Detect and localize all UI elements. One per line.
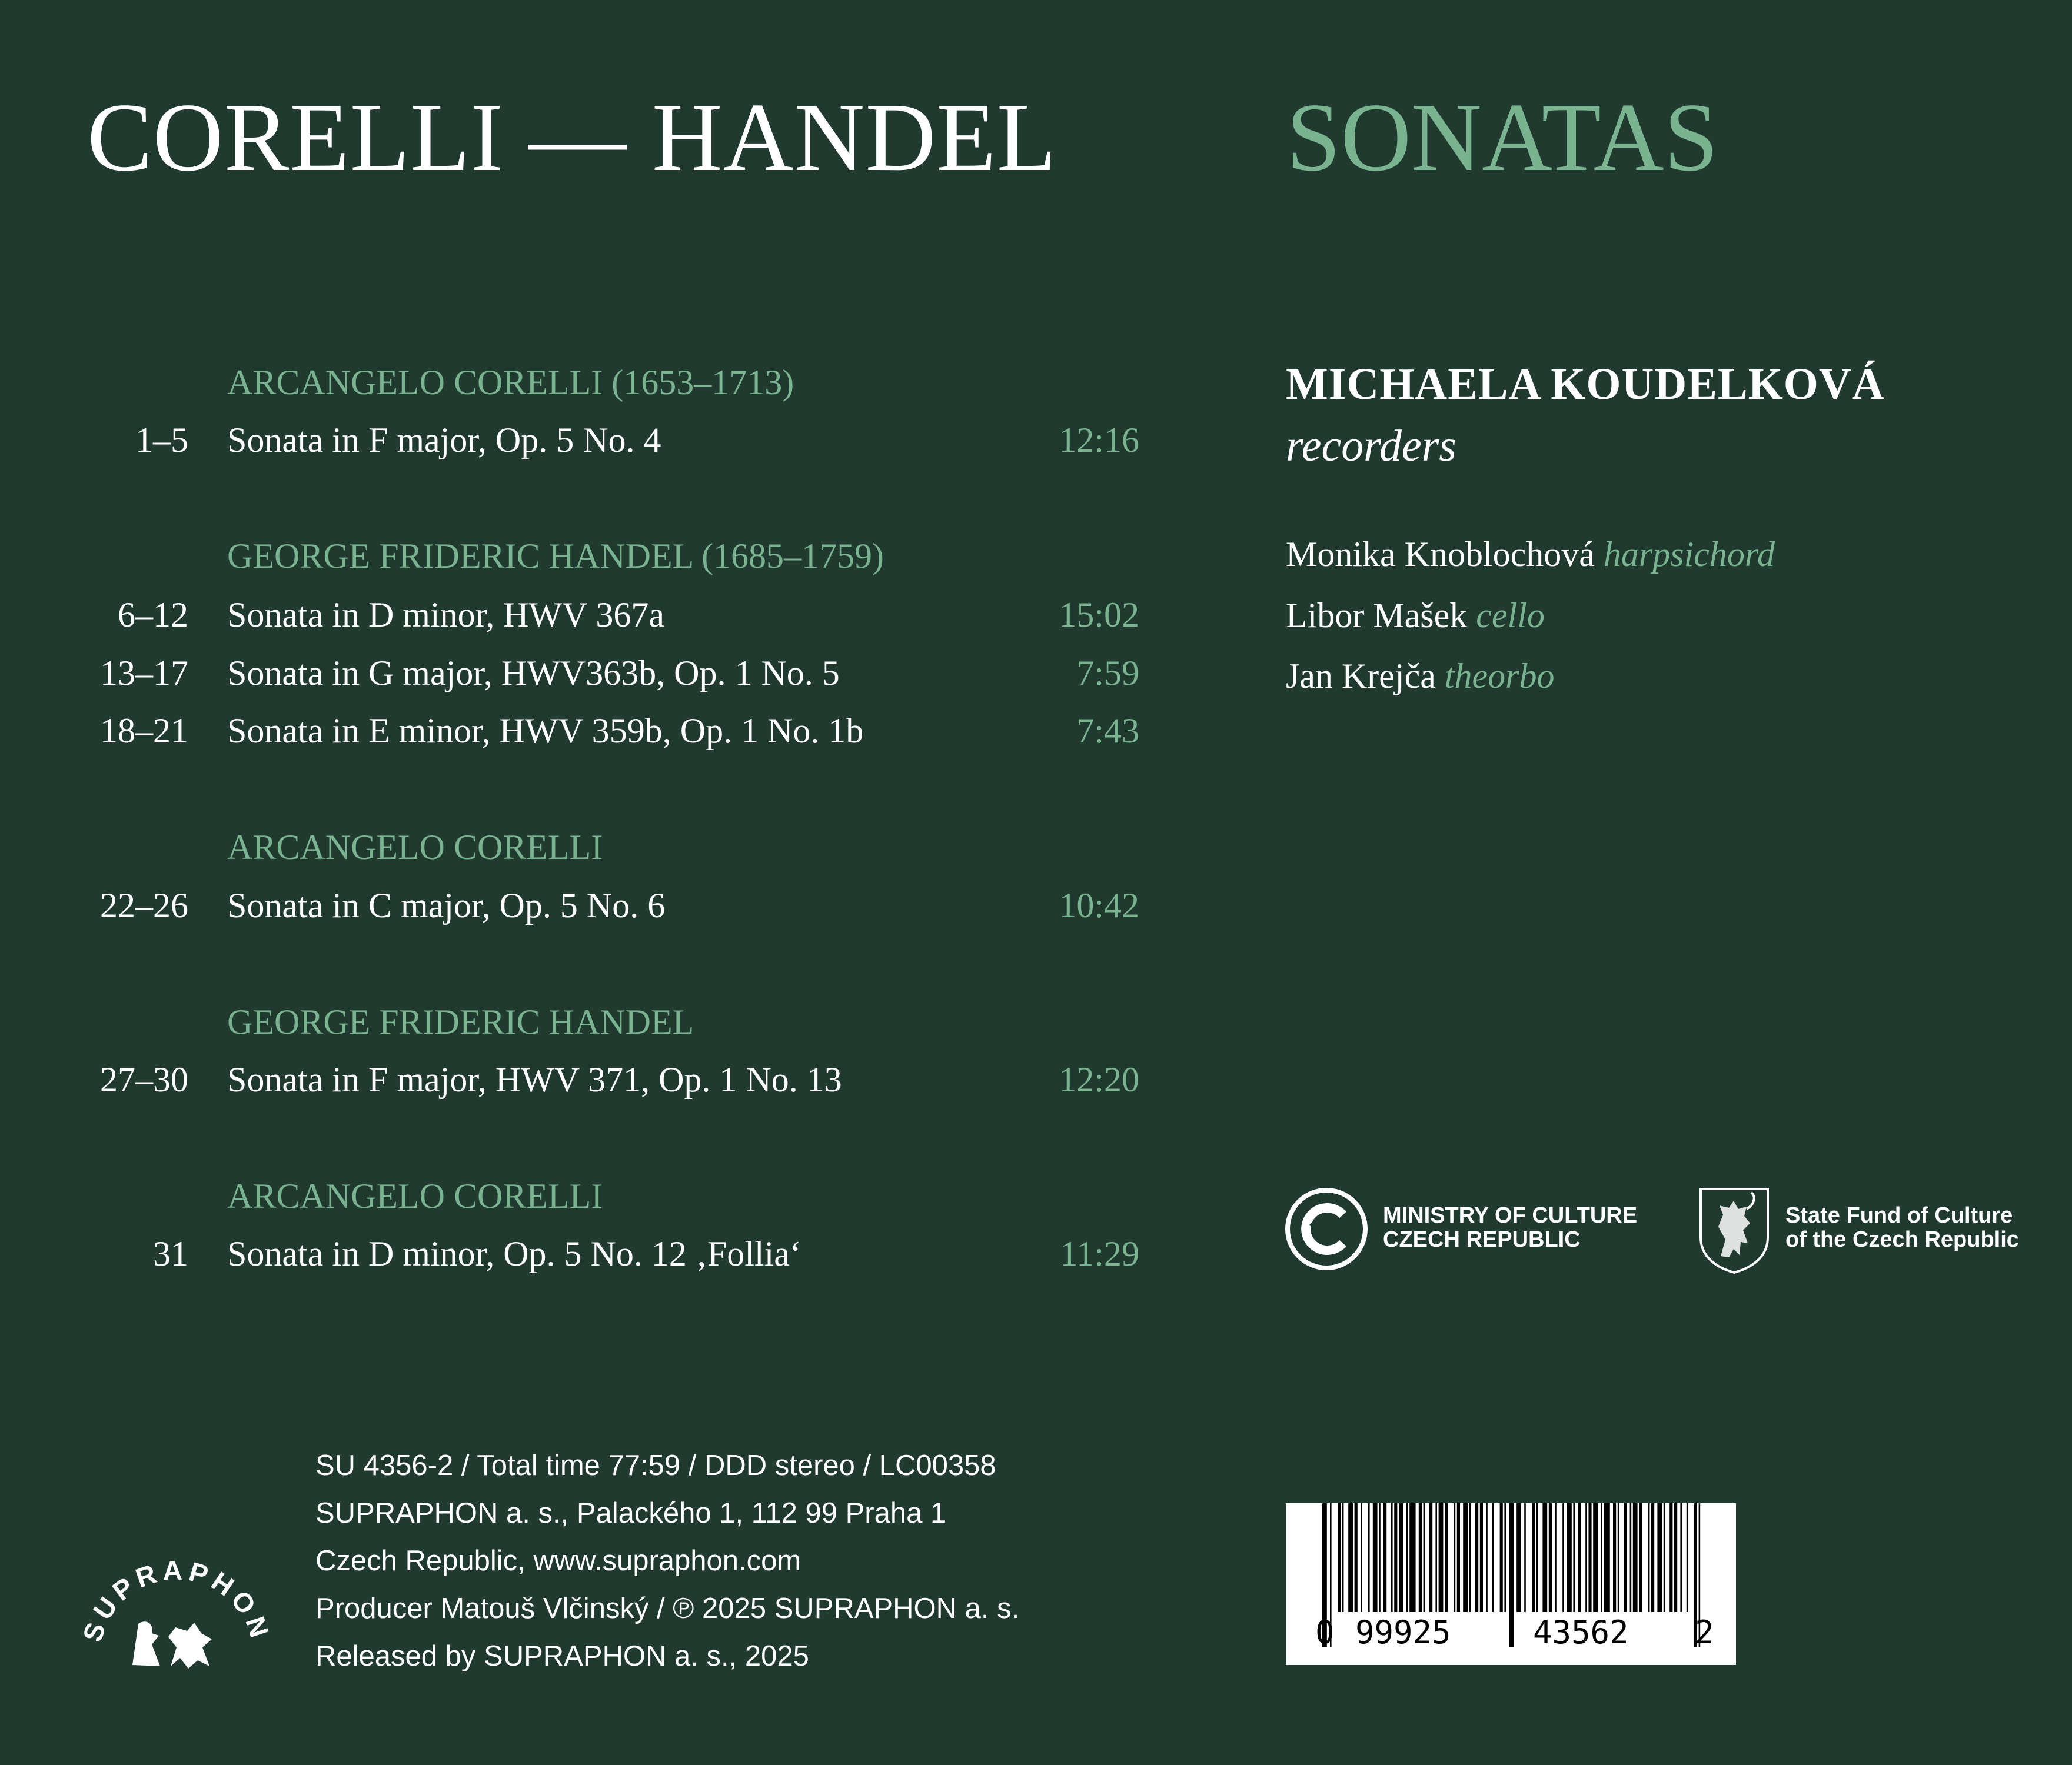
track-title: Sonata in D minor, HWV 367a (227, 595, 665, 634)
barcode-bar (1406, 1503, 1408, 1612)
track-duration: 12:20 (1059, 1060, 1139, 1099)
barcode-bar (1383, 1503, 1386, 1612)
barcode-bar (1536, 1503, 1538, 1612)
barcode-bar (1475, 1503, 1478, 1612)
barcode-bar (1338, 1503, 1341, 1612)
barcode-bar (1680, 1503, 1682, 1612)
barcode-bar (1633, 1503, 1638, 1612)
track-duration: 15:02 (1059, 595, 1139, 634)
barcode: 0 99925 43562 2 (1286, 1503, 1736, 1665)
barcode-bar (1549, 1503, 1552, 1612)
barcode-bar (1435, 1503, 1437, 1612)
barcode-bar (1578, 1503, 1581, 1612)
album-subtitle: SONATAS (1286, 83, 1718, 191)
barcode-bar (1601, 1503, 1602, 1612)
state-fund-crest-icon (1697, 1185, 1771, 1275)
barcode-bar (1532, 1503, 1535, 1612)
track-duration: 12:16 (1059, 421, 1139, 459)
track-duration: 10:42 (1059, 886, 1139, 925)
barcode-bar (1454, 1503, 1456, 1612)
barcode-bar (1463, 1503, 1468, 1612)
barcode-bar (1639, 1503, 1642, 1612)
track-number: 13–17 (100, 654, 188, 692)
composer-heading: GEORGE FRIDERIC HANDEL (227, 1003, 694, 1041)
barcode-bar (1651, 1503, 1654, 1612)
barcode-bar (1567, 1503, 1572, 1612)
info-line: Czech Republic, www.supraphon.com (315, 1545, 801, 1577)
barcode-bar (1674, 1503, 1677, 1612)
info-line: SU 4356-2 / Total time 77:59 / DDD stereo / LC00358 (315, 1450, 996, 1481)
info-line: SUPRAPHON a. s., Palackého 1, 112 99 Praha 1 (315, 1497, 947, 1529)
performer-name: Libor Mašek (1286, 596, 1468, 635)
barcode-bar (1555, 1503, 1557, 1612)
barcode-bar (1439, 1503, 1444, 1612)
barcode-bar (1669, 1503, 1672, 1612)
barcode-bar (1562, 1503, 1564, 1612)
barcode-bar (1348, 1503, 1353, 1612)
barcode-bar (1588, 1503, 1591, 1612)
barcode-bar (1516, 1503, 1521, 1612)
info-line: Released by SUPRAPHON a. s., 2025 (315, 1640, 809, 1672)
performer-instrument: cello (1476, 596, 1545, 635)
barcode-bar (1368, 1503, 1370, 1612)
barcode-bar (1361, 1503, 1362, 1612)
barcode-bar (1355, 1503, 1358, 1612)
track-duration: 7:43 (1076, 711, 1139, 750)
info-line: Producer Matouš Vlčinský / ℗ 2025 SUPRAPHON a. s. (315, 1593, 1020, 1624)
composer-heading: ARCANGELO CORELLI (227, 1177, 603, 1215)
barcode-bar (1542, 1503, 1547, 1612)
barcode-bar (1585, 1503, 1587, 1612)
track-title: Sonata in C major, Op. 5 No. 6 (227, 886, 666, 925)
track-number: 31 (153, 1234, 188, 1273)
barcode-bar (1391, 1503, 1393, 1612)
album-title: CORELLI — HANDEL (87, 83, 1057, 191)
barcode-bar (1486, 1503, 1488, 1612)
supraphon-logo-icon (77, 1530, 277, 1677)
barcode-bar (1399, 1503, 1403, 1612)
track-number: 27–30 (100, 1060, 188, 1099)
barcode-bar (1492, 1503, 1494, 1612)
barcode-bar (1618, 1503, 1619, 1612)
barcode-bar (1657, 1503, 1662, 1612)
barcode-bar (1480, 1503, 1483, 1612)
track-title: Sonata in F major, Op. 5 No. 4 (227, 421, 661, 459)
barcode-bar (1613, 1503, 1616, 1612)
barcode-bar (1664, 1503, 1665, 1612)
ministry-of-culture-text: MINISTRY OF CULTURE CZECH REPUBLIC (1383, 1203, 1638, 1252)
barcode-bar (1504, 1503, 1506, 1612)
performer-credit (1286, 537, 1775, 572)
performer-credit (1286, 598, 1545, 633)
state-fund-text: State Fund of Culture of the Czech Republic (1785, 1203, 2019, 1252)
barcode-bar (1457, 1503, 1460, 1612)
performer-instrument: harpsichord (1603, 535, 1775, 574)
barcode-bar (1379, 1503, 1381, 1612)
barcode-bar (1624, 1503, 1627, 1612)
barcode-bar (1342, 1503, 1344, 1612)
barcode-bar (1394, 1503, 1397, 1612)
supraphon-logo-text: SUPRAPHON (77, 1554, 277, 1646)
performer-name: Jan Krejča (1286, 657, 1436, 695)
track-title: Sonata in G major, HWV363b, Op. 1 No. 5 (227, 654, 840, 692)
barcode-bar (1630, 1503, 1632, 1612)
track-number: 18–21 (100, 711, 188, 750)
track-title: Sonata in F major, HWV 371, Op. 1 No. 13 (227, 1060, 842, 1099)
barcode-bar (1648, 1503, 1650, 1612)
composer-heading: GEORGE FRIDERIC HANDEL (1685–1759) (227, 537, 884, 575)
barcode-bar (1604, 1503, 1609, 1612)
track-title: Sonata in D minor, Op. 5 No. 12 ‚Follia‘ (227, 1234, 801, 1273)
barcode-bar (1524, 1503, 1526, 1612)
performer-instrument: theorbo (1444, 657, 1555, 695)
track-number: 6–12 (118, 595, 188, 634)
performer-name: Monika Knoblochová (1286, 535, 1595, 574)
barcode-bar (1687, 1503, 1688, 1612)
barcode-bar (1373, 1503, 1378, 1612)
soloist-instrument: recorders (1286, 421, 1456, 471)
composer-heading: ARCANGELO CORELLI (1653–1713) (227, 363, 794, 402)
ministry-of-culture-logo-icon (1285, 1187, 1368, 1271)
barcode-bar (1424, 1503, 1425, 1612)
barcode-bar (1419, 1503, 1422, 1612)
barcode-bar (1409, 1503, 1415, 1612)
barcode-bars (1286, 1503, 1736, 1665)
soloist-name: MICHAELA KOUDELKOVÁ (1286, 359, 1885, 409)
barcode-bar (1509, 1503, 1514, 1647)
barcode-bar (1429, 1503, 1432, 1612)
track-duration: 11:29 (1060, 1234, 1139, 1273)
barcode-bar (1573, 1503, 1575, 1612)
track-duration: 7:59 (1076, 654, 1139, 692)
composer-heading: ARCANGELO CORELLI (227, 828, 603, 867)
barcode-bar (1445, 1503, 1448, 1612)
track-title: Sonata in E minor, HWV 359b, Op. 1 No. 1b (227, 711, 864, 750)
track-number: 22–26 (100, 886, 188, 925)
barcode-bar (1469, 1503, 1471, 1612)
performer-credit (1286, 658, 1555, 694)
barcode-bar (1593, 1503, 1598, 1612)
barcode-bar (1500, 1503, 1503, 1612)
track-number: 1–5 (135, 421, 188, 459)
